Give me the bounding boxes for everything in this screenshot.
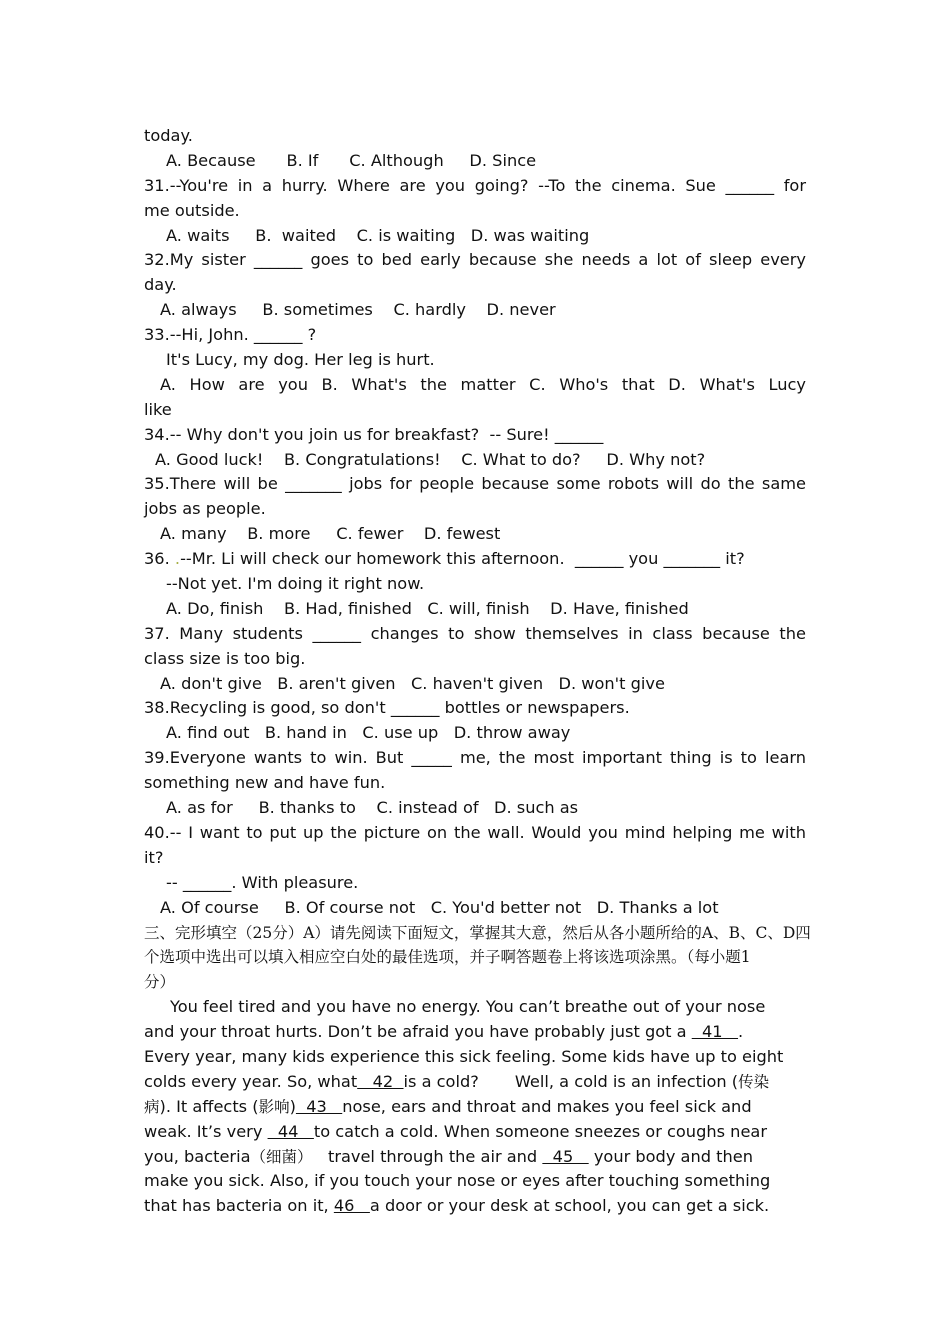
text-line: It's Lucy, my dog. Her leg is hurt. [166,350,435,370]
text-line: jobs as people. [144,499,266,519]
text-line: A. find out B. hand in C. use up D. throw away [166,723,571,743]
document-page [144,124,811,1219]
blank-41: 41 [691,1022,739,1042]
text-line: A. Do, finish B. Had, finished C. will, finish D. Have, finished [166,598,689,618]
text-line: -- ______. With pleasure. [166,872,359,892]
cloze-passage [144,995,806,1219]
section-3-heading-line-2: 个选项中选出可以填入相应空白处的最佳选项，并子啊答题卷上将该选项涂黑。（每小题1 [144,948,751,967]
passage-line: Every year, many kids experience this sick feeling. Some kids have up to eight [144,1046,784,1066]
text-line: A. Of course B. Of course not C. You'd better not D. Thanks a lot [160,897,719,917]
text-line: A. waits B. waited C. is waiting D. was waiting [166,225,590,245]
passage-line: make you sick. Also, if you touch your nose or eyes after touching something [144,1171,771,1191]
text-line: A. How are you B. What's the matter C. Who's that D. What's Lucy [160,374,806,394]
text-line: 40.-- I want to put up the picture on the wall. Would you mind helping me with [144,822,806,842]
text-line: 35.There will be _______ jobs for people because some robots will do the same [144,474,806,494]
passage-line: and your throat hurts. Don’t be afraid you have probably just got a 41 . [144,1022,744,1042]
section-3-heading-line-3: 分） [144,973,176,992]
text-line: 38.Recycling is good, so don't ______ bottles or newspapers. [144,698,630,718]
blank-44: 44 [267,1121,314,1141]
text-line: A. Good luck! B. Congratulations! C. What to do? D. Why not? [155,449,706,469]
text-line: it? [144,847,164,867]
text-line: day. [144,275,177,295]
blank-46: 46 [333,1196,370,1216]
text-line: class size is too big. [144,648,306,668]
blank-45: 45 [542,1146,589,1166]
passage-line: weak. It’s very 44 to catch a cold. When someone sneezes or coughs near [144,1121,767,1141]
passage-line: colds every year. So, what 42 is a cold? Well, a cold is an infection (传染 [144,1071,770,1091]
text-line: --Not yet. I'm doing it right now. [166,574,425,594]
text-line: A. many B. more C. fewer D. fewest [160,524,501,544]
passage-line: 病). It affects (影响) 43 nose, ears and throat and makes you feel sick and [144,1096,752,1116]
question-block-b [144,572,806,920]
question-36-text: --Mr. Li will check our homework this afternoon. ______ you _______ it? [180,549,745,569]
question-36-number: 36. [144,549,170,569]
text-line: 33.--Hi, John. ______ ? [144,325,317,345]
text-line: A. always B. sometimes C. hardly D. never [160,300,556,320]
passage-line: you, bacteria（细菌） travel through the air and 45 your body and then [144,1146,753,1166]
blank-42: 42 [357,1071,404,1091]
text-line: 39.Everyone wants to win. But _____ me, the most important thing is to learn [144,748,806,768]
question-block-a [144,124,806,547]
blank-43: 43 [295,1096,343,1116]
passage-line: You feel tired and you have no energy. You can’t breathe out of your nose [170,997,766,1017]
stray-mark: . [174,549,181,569]
text-line: 37. Many students ______ changes to show themselves in class because the [144,623,806,643]
text-line: A. don't give B. aren't given C. haven't given D. won't give [160,673,665,693]
text-line: 32.My sister ______ goes to bed early because she needs a lot of sleep every [144,250,806,270]
text-line: today. [144,126,193,145]
text-line: 31.--You're in a hurry. Where are you going? --To the cinema. Sue ______ for [144,175,806,195]
text-line: 34.-- Why don't you join us for breakfast? -- Sure! ______ [144,424,604,444]
passage-line: that has bacteria on it, 46 a door or your desk at school, you can get a sick. [144,1196,770,1216]
text-line: A. as for B. thanks to C. instead of D. such as [166,798,579,818]
section-3-heading-line-1: 三、完形填空（25分）A）请先阅读下面短文，掌握其大意，然后从各小题所给的A、B、C、D四 [144,923,811,942]
text-line: me outside. [144,200,240,220]
text-line: something new and have fun. [144,773,386,793]
text-line: A. Because B. If C. Although D. Since [166,150,537,170]
question-36-line [144,547,806,572]
text-line: like [144,399,172,419]
